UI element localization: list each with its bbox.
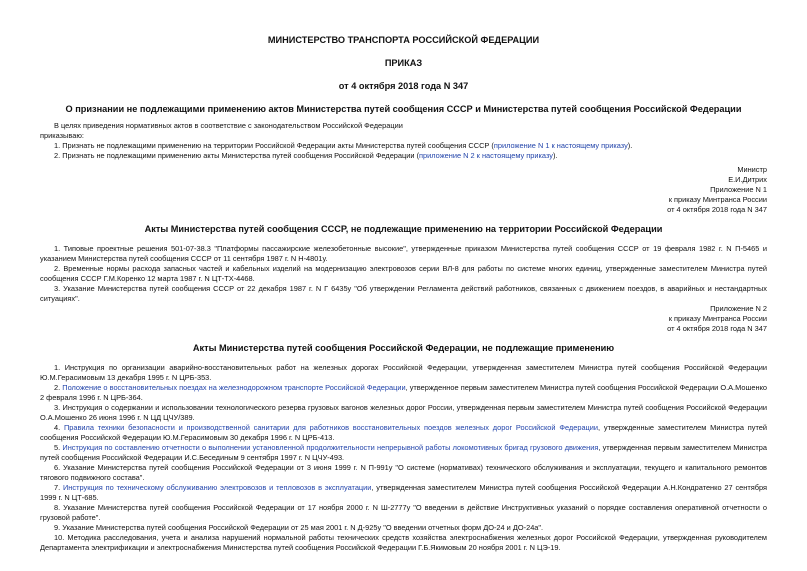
annex2-item: 7. Инструкция по техническому обслуживанию электровозов и тепловозов в эксплуатации, утвержденная заместителем Министра путей сообщения Российской Федерации А.Н.Кондратенко 27 сентября 1999 г. N ЦТ-685. [40, 483, 767, 502]
annex1-item: 3. Указание Министерства путей сообщения СССР от 22 декабря 1987 г. N Г 6435у "Об утверждении Регламента действий работников, связанных с движением поездов, в аварийных и нестандартных ситуациях". [40, 284, 767, 303]
annex2-item-link[interactable]: Инструкция по техническому обслуживанию электровозов и тепловозов в эксплуатации [63, 483, 372, 492]
annex2-item: 9. Указание Министерства путей сообщения Российской Федерации от 25 мая 2001 г. N Д-925у "О введении отчетных форм ДО-24 и ДО-24а". [54, 523, 544, 532]
annex1-item: 1. Типовые проектные решения 501-07-38.3 "Платформы пассажирские железобетонные высокие", утвержденные приказом Министерства путей сообщения СССР от 19 февраля 1982 г. N П-5465 и указанием Министерства путей сообщения СССР от 11 сентября 1987 г. N Н-4801у. [40, 244, 767, 263]
annex1-title: Акты Министерства путей сообщения СССР, не подлежащие применению на территории Российской Федерации [144, 224, 663, 234]
annex2-to: к приказу Минтранса России [668, 314, 767, 323]
annex2-item: 10. Методика расследования, учета и анализа нарушений нормальной работы технических средств хозяйства электроснабжения железных дорог Российской Федерации, утвержденная руководителем Департамента электрификации и электроснабжения Министерства путей сообщения Российской Федерации Г.Б.Якимовым 20 ноября 2001 г. N ЦЭ-19. [40, 533, 767, 552]
annex2-label: Приложение N 2 [710, 304, 767, 313]
order-title: О признании не подлежащими применению актов Министерства путей сообщения СССР и Министерства путей сообщения Российской Федерации [65, 104, 742, 114]
annex2-item: 6. Указание Министерства путей сообщения Российской Федерации от 3 июня 1999 г. N П-991у "О системе (нормативах) технического обслуживания и эксплуатации, текущего и капитального ремонтов тягового подвижного состава". [40, 463, 767, 482]
annex1-link[interactable]: приложение N 1 к настоящему приказу [493, 141, 628, 150]
order-date: от 4 октября 2018 года N 347 [338, 81, 469, 91]
annex1-date: от 4 октября 2018 года N 347 [667, 205, 767, 214]
signature-name: Е.И.Дитрих [728, 175, 767, 184]
annex2-item-link[interactable]: Правила техники безопасности и производственной санитарии для работников восстановительных поездов железных дорог Российской Федерации [63, 423, 599, 432]
order-heading: ПРИКАЗ [384, 58, 423, 68]
annex2-item-link[interactable]: Инструкция по составлению отчетности о выполнении установленной продолжительности непрерывной работы локомотивных бригад грузового движения [62, 443, 599, 452]
intro-order-word: приказываю: [40, 131, 84, 140]
annex2-item-link[interactable]: Положение о восстановительных поездах на железнодорожном транспорте Российской Федерации [62, 383, 406, 392]
order-item: 1. Признать не подлежащими применению на территории Российской Федерации акты Министерства путей сообщения СССР (приложение N 1 к настоящему приказу). [54, 141, 633, 150]
annex2-item: 2. Положение о восстановительных поездах на железнодорожном транспорте Российской Федерации, утвержденное первым заместителем Министра путей сообщения Российской Федерации О.А.Мошенко 2 февраля 1996 г. N ЦРБ-364. [40, 383, 768, 402]
signature-position: Министр [737, 165, 767, 174]
annex2-item: 5. Инструкция по составлению отчетности о выполнении установленной продолжительности непрерывной работы локомотивных бригад грузового движения, утвержденная первым заместителем Министра путей сообщения Российской Федерации И.С.Бесединым 9 сентября 1997 г. N ЦЧУ-493. [40, 443, 768, 462]
order-item: 2. Признать не подлежащими применению акты Министерства путей сообщения Российской Федерации (приложение N 2 к настоящему приказу). [54, 151, 558, 160]
ministry-heading: МИНИСТЕРСТВО ТРАНСПОРТА РОССИЙСКОЙ ФЕДЕРАЦИИ [267, 35, 540, 45]
annex2-item: 8. Указание Министерства путей сообщения Российской Федерации от 17 ноября 2000 г. N Ш-2777у "О введении в действие Инструктивных указаний о порядке составления оперативной отчетности о грузовой работе". [40, 503, 767, 522]
annex2-list [40, 363, 767, 553]
annex1-item: 2. Временные нормы расхода запасных частей и кабельных изделий на модернизацию электровозов серии ВЛ-8 для работы по системе многих единиц, утвержденные заместителем Министра путей сообщения СССР Г.М.Коренко 12 марта 1987 г. N ЦТ-ТХ-4468. [40, 264, 767, 283]
annex1-label: Приложение N 1 [710, 185, 767, 194]
annex2-item: 1. Инструкция по организации аварийно-восстановительных работ на железных дорогах Российской Федерации, утвержденная заместителем Министра путей сообщения Российской Федерации Ю.М.Герасимовым 13 декабря 1995 г. N ЦРБ-353. [40, 363, 767, 382]
annex1-to: к приказу Минтранса России [668, 195, 767, 204]
annex2-title: Акты Министерства путей сообщения Российской Федерации, не подлежащие применению [192, 343, 615, 353]
intro-text: В целях приведения нормативных актов в соответствие с законодательством Российской Федерации [54, 121, 403, 130]
annex2-item: 4. Правила техники безопасности и производственной санитарии для работников восстановительных поездов железных дорог Российской Федерации, утвержденные заместителем Министра путей сообщения Российской Федерации Ю.М.Герасимовым 30 декабря 1996 г. N ЦРБ-413. [40, 423, 767, 442]
annex2-link[interactable]: приложение N 2 к настоящему приказу [419, 151, 553, 160]
annex2-item: 3. Инструкция о содержании и использовании технологического резерва грузовых вагонов железных дорог России, утвержденная первым заместителем Министра путей сообщения Российской Федерации О.А.Мошенко 26 июня 1996 г. N ЦД ЦЧУ/389. [40, 403, 767, 422]
annex2-date: от 4 октября 2018 года N 347 [667, 324, 767, 333]
